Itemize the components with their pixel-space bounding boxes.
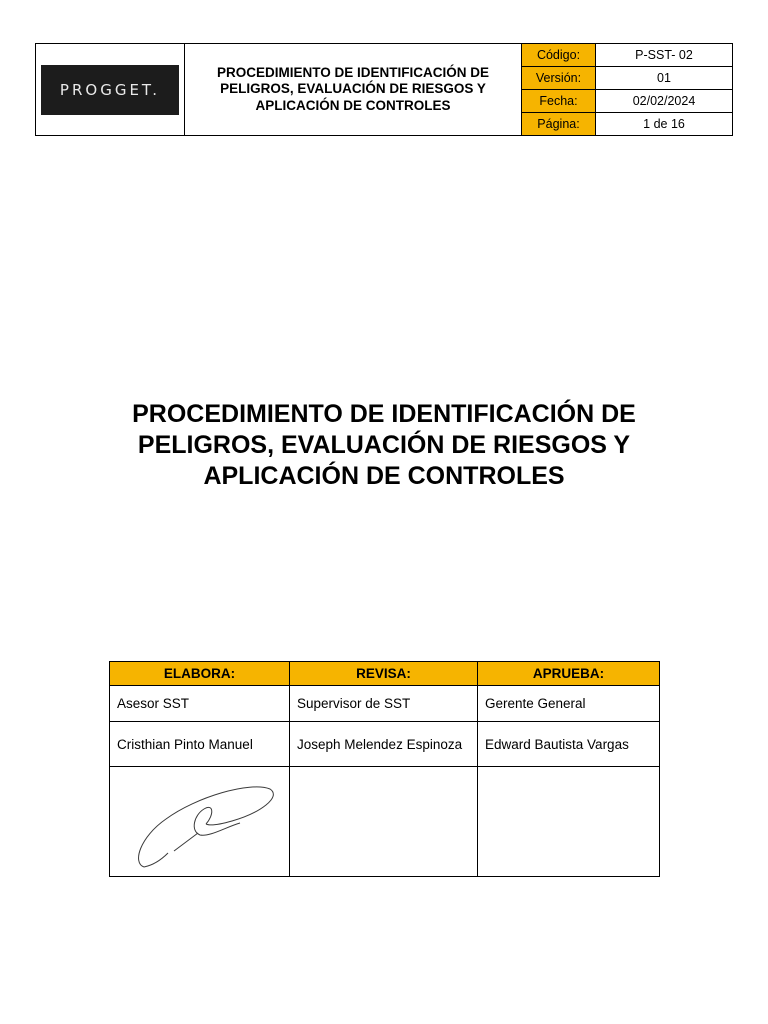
name-revisa: Joseph Melendez Espinoza: [290, 722, 478, 767]
logo-cell: [36, 44, 185, 135]
meta-label: Fecha:: [522, 90, 596, 112]
name-elabora: Cristhian Pinto Manuel: [110, 722, 290, 767]
role-row: [110, 686, 660, 722]
approval-table: [109, 661, 660, 877]
meta-row-page: [522, 113, 732, 135]
meta-value: 1 de 16: [643, 117, 685, 131]
meta-label: Página:: [522, 113, 596, 135]
document-meta-table: [522, 44, 732, 135]
role-elabora: Asesor SST: [110, 686, 290, 722]
meta-label: Código:: [522, 44, 596, 66]
name-row: [110, 722, 660, 767]
meta-row-code: [522, 44, 732, 67]
role-aprueba: Gerente General: [478, 686, 660, 722]
header-revisa: REVISA:: [290, 662, 478, 686]
meta-label: Versión:: [522, 67, 596, 89]
meta-row-version: [522, 67, 732, 90]
logo-text: PROGGET.: [59, 80, 161, 99]
signature-elabora: [110, 767, 290, 877]
meta-row-date: [522, 90, 732, 113]
signature-revisa: [290, 767, 478, 877]
role-revisa: Supervisor de SST: [290, 686, 478, 722]
header-aprueba: APRUEBA:: [478, 662, 660, 686]
signature-row: [110, 767, 660, 877]
page-title: PROCEDIMIENTO DE IDENTIFICACIÓN DE PELIGROS, EVALUACIÓN DE RIESGOS Y APLICACIÓN DE CONTROLES: [132, 400, 636, 490]
document-header: [35, 43, 733, 136]
company-logo: [41, 65, 179, 115]
signature-aprueba: [478, 767, 660, 877]
name-aprueba: Edward Bautista Vargas: [478, 722, 660, 767]
meta-value: 02/02/2024: [632, 94, 696, 108]
header-title: PROCEDIMIENTO DE IDENTIFICACIÓN DE PELIGROS, EVALUACIÓN DE RIESGOS Y APLICACIÓN DE CONTROLES: [185, 44, 522, 135]
meta-value: 01: [657, 71, 671, 85]
approval-header-row: [110, 662, 660, 686]
header-elabora: ELABORA:: [110, 662, 290, 686]
handwritten-signature: [110, 767, 290, 876]
meta-value: P-SST- 02: [635, 48, 693, 62]
